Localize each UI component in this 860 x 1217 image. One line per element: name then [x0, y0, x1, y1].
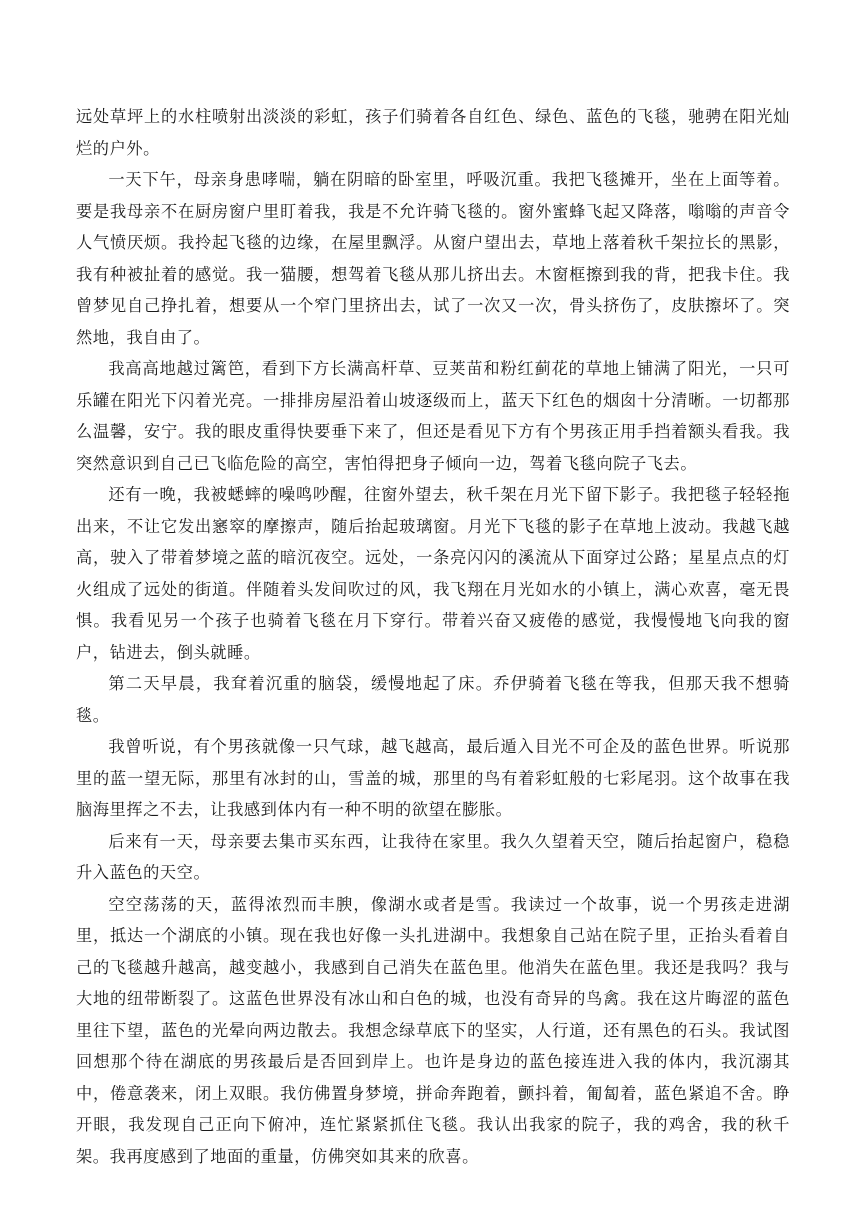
paragraph-6: 我曾听说，有个男孩就像一只气球，越飞越高，最后遁入目光不可企及的蓝色世界。听说那里的蓝一望无际，那里有冰封的山，雪盖的城，那里的鸟有着彩虹般的七彩尾羽。这个故事在我脑海里挥之不去，让我感到体内有一种不明的欲望在膨胀。: [76, 737, 790, 819]
paragraph-5: 第二天早晨，我耷着沉重的脑袋，缓慢地起了床。乔伊骑着飞毯在等我，但那天我不想骑毯。: [76, 674, 790, 725]
paragraph-1: 远处草坪上的水柱喷射出淡淡的彩虹，孩子们骑着各自红色、绿色、蓝色的飞毯，驰骋在阳光灿烂的户外。: [76, 107, 790, 158]
paragraph-3: 我高高地越过篱笆，看到下方长满高杆草、豆荚苗和粉红蓟花的草地上铺满了阳光，一只可乐罐在阳光下闪着光亮。一排排房屋沿着山坡逐级而上，蓝天下红色的烟囱十分清晰。一切都那么温馨，安宁。我的眼皮重得快要垂下来了，但还是看见下方有个男孩正用手挡着额头看我。我突然意识到自己已飞临危险的高空，害怕得把身子倾向一边，驾着飞毯向院子飞去。: [76, 359, 790, 473]
paragraph-4: 还有一晚，我被蟋蟀的噪鸣吵醒，往窗外望去，秋千架在月光下留下影子。我把毯子轻轻拖出来，不让它发出窸窣的摩擦声，随后抬起玻璃窗。月光下飞毯的影子在草地上波动。我越飞越高，驶入了带着梦境之蓝的暗沉夜空。远处，一条亮闪闪的溪流从下面穿过公路；星星点点的灯火组成了远处的街道。伴随着头发间吹过的风，我飞翔在月光如水的小镇上，满心欢喜，毫无畏惧。我看见另一个孩子也骑着飞毯在月下穿行。带着兴奋又疲倦的感觉，我慢慢地飞向我的窗户，钻进去，倒头就睡。: [76, 485, 790, 662]
story-text-body: [76, 101, 790, 1172]
paragraph-7: 后来有一天，母亲要去集市买东西，让我待在家里。我久久望着天空，随后抬起窗户，稳稳升入蓝色的天空。: [76, 831, 790, 882]
paragraph-8: 空空荡荡的天，蓝得浓烈而丰腴，像湖水或者是雪。我读过一个故事，说一个男孩走进湖里，抵达一个湖底的小镇。现在我也好像一头扎进湖中。我想象自己站在院子里，正抬头看着自己的飞毯越升越高，越变越小，我感到自己消失在蓝色里。他消失在蓝色里。我还是我吗？我与大地的纽带断裂了。这蓝色世界没有冰山和白色的城，也没有奇异的鸟禽。我在这片晦涩的蓝色里往下望，蓝色的光晕向两边散去。我想念绿草底下的坚实，人行道，还有黑色的石头。我试图回想那个待在湖底的男孩最后是否回到岸上。也许是身边的蓝色接连进入我的体内，我沉溺其中，倦意袭来，闭上双眼。我仿佛置身梦境，拼命奔跑着，颤抖着，匍匐着，蓝色紧追不舍。睁开眼，我发现自己正向下俯冲，连忙紧紧抓住飞毯。我认出我家的院子，我的鸡舍，我的秋千架。我再度感到了地面的重量，仿佛突如其来的欣喜。: [76, 894, 790, 1166]
paragraph-2: 一天下午，母亲身患哮喘，躺在阴暗的卧室里，呼吸沉重。我把飞毯摊开，坐在上面等着。要是我母亲不在厨房窗户里盯着我，我是不允许骑飞毯的。窗外蜜蜂飞起又降落，嗡嗡的声音令人气愤厌烦。我拎起飞毯的边缘，在屋里飘浮。从窗户望出去，草地上落着秋千架拉长的黑影，我有种被扯着的感觉。我一猫腰，想驾着飞毯从那儿挤出去。木窗框擦到我的背，把我卡住。我曾梦见自己挣扎着，想要从一个窄门里挤出去，试了一次又一次，骨头挤伤了，皮肤擦坏了。突然地，我自由了。: [76, 170, 790, 347]
